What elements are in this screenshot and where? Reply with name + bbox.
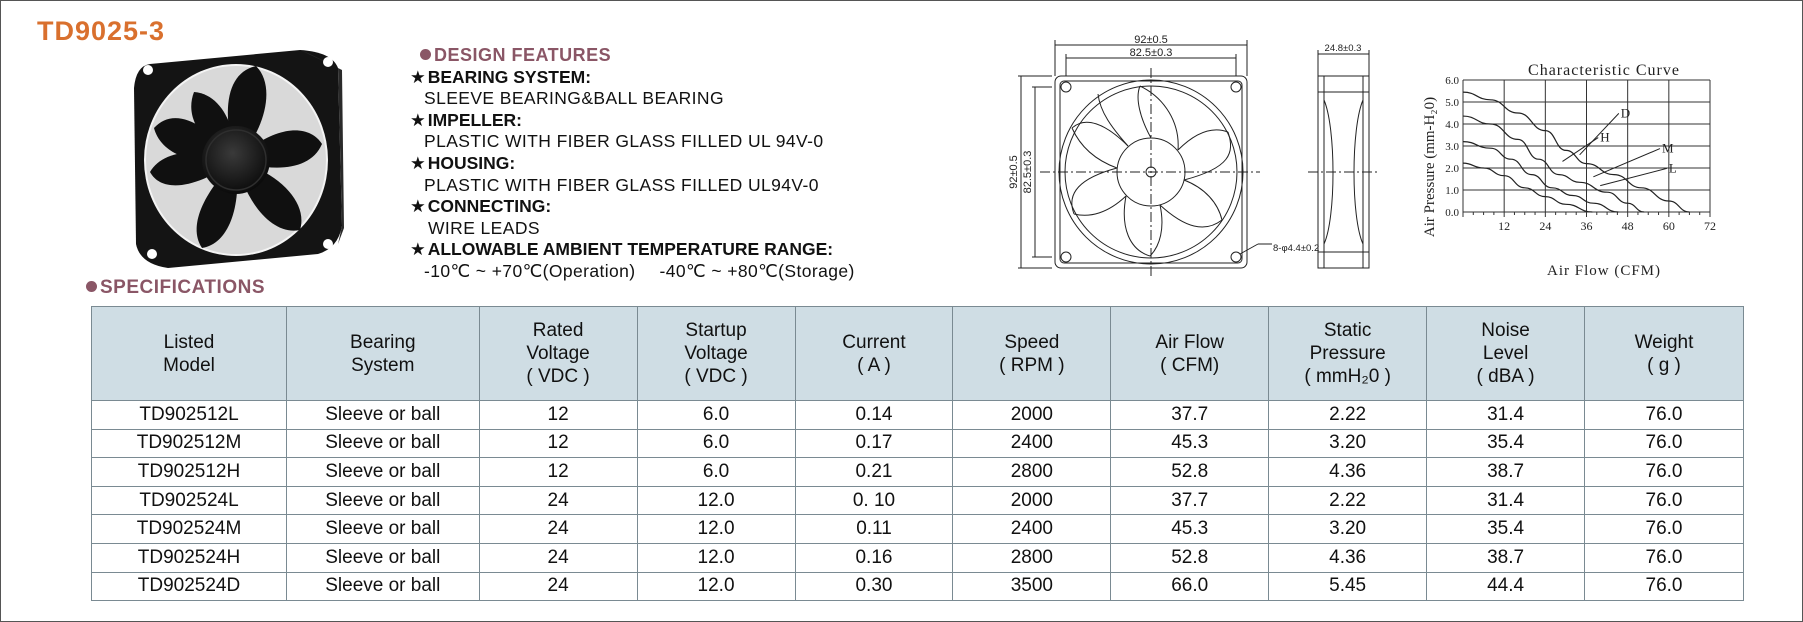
column-header: Current ( A )	[795, 307, 953, 401]
table-cell: 2000	[953, 486, 1111, 515]
table-cell: 12	[479, 429, 637, 458]
table-cell: 24	[479, 543, 637, 572]
column-header: Static Pressure ( mmH₂0 )	[1269, 307, 1427, 401]
column-header: Listed Model	[92, 307, 287, 401]
product-title: TD9025-3	[37, 16, 166, 46]
column-header: Bearing System	[287, 307, 480, 401]
dimension-drawing	[990, 28, 1410, 288]
table-row	[92, 486, 1744, 515]
fan-photo	[132, 48, 344, 270]
curve-ylabel: Air Pressure (mm-H₂0)	[1422, 96, 1438, 238]
x-tick-label: 24	[1539, 219, 1552, 233]
table-cell: 2.22	[1269, 401, 1427, 430]
table-cell: 44.4	[1427, 572, 1585, 601]
table-cell: 37.7	[1111, 401, 1269, 430]
table-cell: 37.7	[1111, 486, 1269, 515]
table-cell: Sleeve or ball	[287, 572, 480, 601]
feature-impeller-value: PLASTIC WITH FIBER GLASS FILLED UL 94V-0	[424, 131, 824, 152]
table-cell: 0.17	[795, 429, 953, 458]
table-cell: 24	[479, 572, 637, 601]
table-cell: Sleeve or ball	[287, 401, 480, 430]
table-cell: 76.0	[1584, 401, 1743, 430]
table-cell: Sleeve or ball	[287, 543, 480, 572]
table-cell: 3500	[953, 572, 1111, 601]
dim-height-inner: 82.5±0.3	[1022, 150, 1034, 194]
table-cell: 66.0	[1111, 572, 1269, 601]
table-cell: 38.7	[1427, 543, 1585, 572]
characteristic-curve	[1418, 55, 1758, 285]
y-tick-label: 3.0	[1445, 141, 1459, 153]
series-label: M	[1661, 140, 1674, 156]
table-cell: 35.4	[1427, 515, 1585, 544]
table-cell: 12.0	[637, 486, 795, 515]
feature-connecting-value: WIRE LEADS	[428, 217, 540, 238]
table-cell: 6.0	[637, 429, 795, 458]
feature-temperature: ★ ALLOWABLE AMBIENT TEMPERATURE RANGE:	[410, 239, 834, 260]
column-header: Rated Voltage ( VDC )	[479, 307, 637, 401]
column-header: Speed ( RPM )	[953, 307, 1111, 401]
table-row	[92, 401, 1744, 430]
series-leader	[1600, 168, 1667, 185]
table-cell: 12.0	[637, 515, 795, 544]
specifications-heading: SPECIFICATIONS	[86, 277, 265, 299]
series-line-M	[1463, 142, 1618, 212]
table-cell: 76.0	[1584, 429, 1743, 458]
table-header-row	[92, 307, 1744, 401]
series-leader	[1562, 138, 1598, 162]
y-tick-label: 0.0	[1445, 207, 1459, 219]
table-cell: Sleeve or ball	[287, 429, 480, 458]
dim-width-outer: 92±0.5	[1134, 34, 1168, 46]
table-cell: 5.45	[1269, 572, 1427, 601]
table-cell: TD902512H	[92, 458, 287, 487]
curve-xlabel: Air Flow (CFM)	[1546, 263, 1662, 279]
table-cell: TD902512L	[92, 401, 287, 430]
table-row	[92, 515, 1744, 544]
x-tick-label: 12	[1498, 219, 1511, 233]
table-cell: 31.4	[1427, 486, 1585, 515]
table-cell: 76.0	[1584, 572, 1743, 601]
feature-housing: ★ HOUSING:	[410, 152, 516, 173]
y-tick-label: 1.0	[1445, 185, 1459, 197]
table-cell: 0.21	[795, 458, 953, 487]
series-line-L	[1463, 163, 1592, 212]
table-cell: 6.0	[637, 401, 795, 430]
dim-depth: 24.8±0.3	[1324, 43, 1362, 54]
table-cell: 2800	[953, 543, 1111, 572]
table-cell: 12.0	[637, 543, 795, 572]
feature-impeller: ★ IMPELLER:	[410, 109, 523, 130]
series-leader	[1580, 113, 1619, 154]
column-header: Noise Level ( dBA )	[1427, 307, 1585, 401]
table-cell: 12	[479, 458, 637, 487]
table-cell: TD902524D	[92, 572, 287, 601]
y-tick-label: 2.0	[1445, 163, 1459, 175]
table-cell: 2800	[953, 458, 1111, 487]
feature-temperature-value: -10℃ ~ +70℃(Operation) -40℃ ~ +80℃(Storage)	[424, 260, 855, 281]
table-cell: 3.20	[1269, 515, 1427, 544]
table-cell: Sleeve or ball	[287, 486, 480, 515]
table-cell: 24	[479, 515, 637, 544]
table-cell: 0.14	[795, 401, 953, 430]
table-cell: 45.3	[1111, 429, 1269, 458]
dim-width-inner: 82.5±0.3	[1129, 47, 1173, 59]
features-heading: DESIGN FEATURES	[410, 45, 855, 67]
table-cell: 31.4	[1427, 401, 1585, 430]
table-cell: Sleeve or ball	[287, 515, 480, 544]
table-row	[92, 429, 1744, 458]
x-tick-label: 36	[1580, 219, 1593, 233]
table-cell: 76.0	[1584, 515, 1743, 544]
table-cell: 76.0	[1584, 543, 1743, 572]
table-cell: TD902512M	[92, 429, 287, 458]
table-cell: 38.7	[1427, 458, 1585, 487]
table-cell: 0. 10	[795, 486, 953, 515]
design-features	[410, 45, 855, 283]
table-cell: 2000	[953, 401, 1111, 430]
column-header: Weight ( g )	[1584, 307, 1743, 401]
dim-holes: 8-φ4.4±0.2	[1273, 243, 1320, 254]
feature-bearing: ★ BEARING SYSTEM:	[410, 66, 592, 87]
column-header: Air Flow ( CFM)	[1111, 307, 1269, 401]
table-cell: 0.11	[795, 515, 953, 544]
feature-bearing-value: SLEEVE BEARING&BALL BEARING	[424, 88, 724, 109]
x-tick-label: 60	[1662, 219, 1675, 233]
table-cell: 0.30	[795, 572, 953, 601]
table-cell: 2.22	[1269, 486, 1427, 515]
table-cell: 2400	[953, 515, 1111, 544]
table-cell: TD902524H	[92, 543, 287, 572]
table-cell: 35.4	[1427, 429, 1585, 458]
table-cell: 0.16	[795, 543, 953, 572]
y-tick-label: 4.0	[1445, 119, 1459, 131]
specifications-table	[91, 306, 1744, 601]
column-header: Startup Voltage ( VDC )	[637, 307, 795, 401]
table-cell: 6.0	[637, 458, 795, 487]
table-row	[92, 572, 1744, 601]
table-cell: 12.0	[637, 572, 795, 601]
table-cell: 24	[479, 486, 637, 515]
table-cell: 45.3	[1111, 515, 1269, 544]
table-row	[92, 458, 1744, 487]
table-row	[92, 543, 1744, 572]
x-tick-label: 72	[1704, 219, 1716, 233]
table-cell: 76.0	[1584, 458, 1743, 487]
series-label: H	[1600, 129, 1610, 145]
y-tick-label: 5.0	[1445, 97, 1459, 109]
table-cell: 4.36	[1269, 543, 1427, 572]
table-cell: 52.8	[1111, 543, 1269, 572]
curve-title: Characteristic Curve	[1528, 62, 1680, 79]
table-cell: TD902524M	[92, 515, 287, 544]
table-cell: 4.36	[1269, 458, 1427, 487]
series-line-H	[1463, 116, 1644, 212]
table-cell: 52.8	[1111, 458, 1269, 487]
y-tick-label: 6.0	[1445, 75, 1459, 87]
table-cell: 2400	[953, 429, 1111, 458]
feature-connecting: ★ CONNECTING:	[410, 196, 552, 217]
series-label: D	[1620, 105, 1631, 121]
table-cell: 76.0	[1584, 486, 1743, 515]
table-cell: 12	[479, 401, 637, 430]
feature-housing-value: PLASTIC WITH FIBER GLASS FILLED UL94V-0	[424, 174, 819, 195]
table-cell: 3.20	[1269, 429, 1427, 458]
x-tick-label: 48	[1621, 219, 1634, 233]
table-cell: Sleeve or ball	[287, 458, 480, 487]
table-cell: TD902524L	[92, 486, 287, 515]
series-label: L	[1668, 160, 1677, 176]
dim-height-outer: 92±0.5	[1008, 155, 1020, 189]
